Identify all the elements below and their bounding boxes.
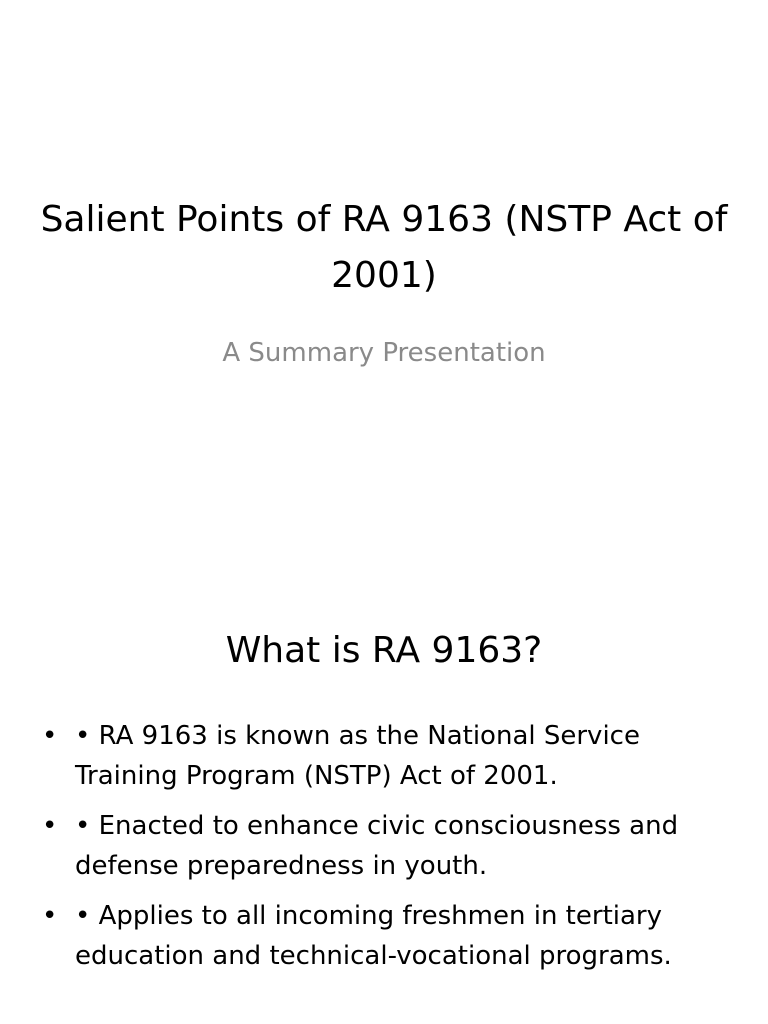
bullet-dot-icon: • (42, 901, 58, 931)
bullet-dot-icon: • (42, 721, 58, 751)
bullet-item (38, 806, 728, 886)
bullet-item (38, 896, 728, 976)
content-slide (0, 576, 768, 1024)
bullet-dot-icon: • (42, 811, 58, 841)
bullet-list (38, 716, 728, 986)
bullet-text: • RA 9163 is known as the National Service Training Program (NSTP) Act of 2001. (75, 721, 640, 791)
presentation-title: Salient Points of RA 9163 (NSTP Act of 2001) (40, 199, 728, 296)
presentation-subtitle: A Summary Presentation (222, 338, 546, 368)
bullet-text: • Applies to all incoming freshmen in tertiary education and technical-vocational programs. (75, 901, 672, 971)
bullet-text: • Enacted to enhance civic consciousness and defense preparedness in youth. (75, 811, 679, 881)
slide-heading: What is RA 9163? (225, 630, 543, 671)
bullet-item (38, 716, 728, 796)
